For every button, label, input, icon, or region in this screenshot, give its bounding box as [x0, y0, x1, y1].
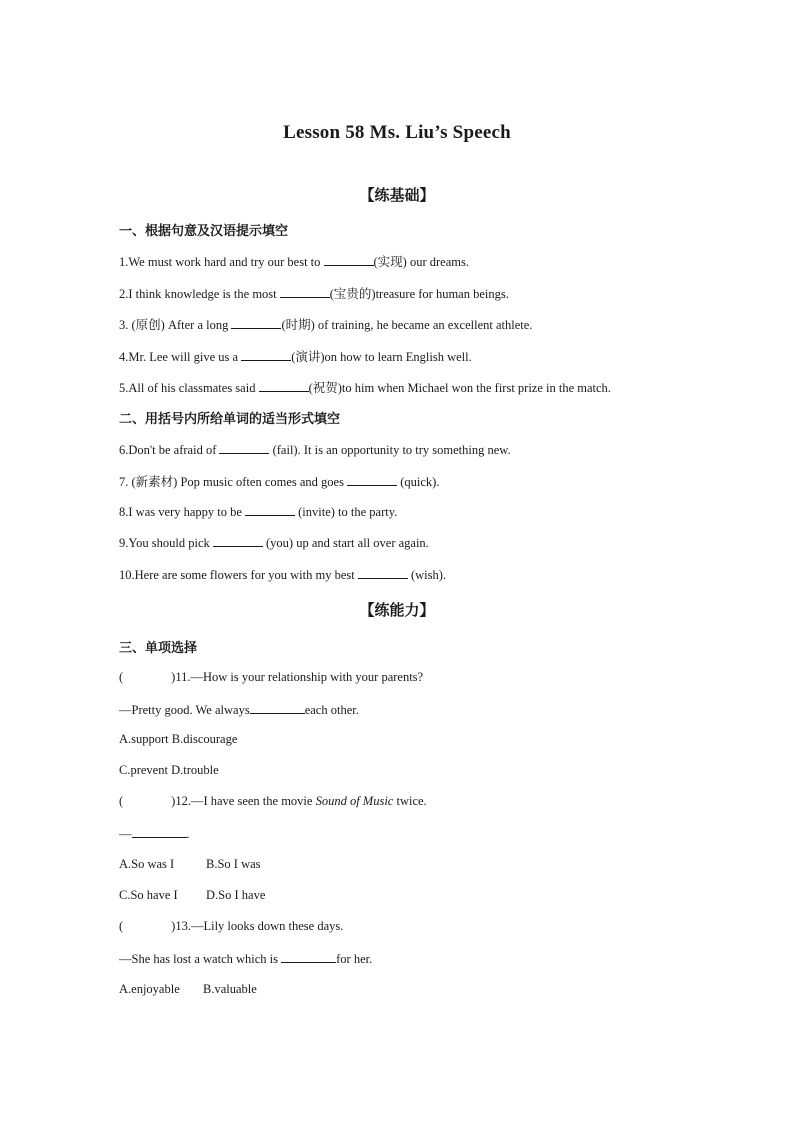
- q13-option-a[interactable]: A.enjoyable: [119, 982, 180, 996]
- q7-text-a: 7. (新素材) Pop music often comes and goes: [119, 475, 348, 489]
- q12-blank[interactable]: [132, 825, 187, 838]
- q12-reply-a: —: [119, 827, 132, 841]
- question-7: [119, 472, 439, 490]
- q2-blank[interactable]: [280, 285, 330, 298]
- question-9: [119, 534, 429, 551]
- q12-reply-b: .: [186, 827, 190, 841]
- q11-stem: )11.—How is your relationship with your parents?: [171, 670, 424, 684]
- q13-options-ab: [119, 982, 257, 997]
- q9-blank[interactable]: [213, 534, 263, 547]
- q12-answer-open: (: [119, 794, 124, 808]
- question-13: [119, 919, 343, 934]
- section2-heading: 二、用括号内所给单词的适当形式填空: [119, 411, 341, 426]
- q7-text-b: (quick).: [397, 475, 440, 489]
- q8-blank[interactable]: [245, 503, 295, 516]
- q12-option-b[interactable]: B.So I was: [206, 857, 261, 871]
- q13-option-b[interactable]: B.valuable: [203, 982, 257, 996]
- q12-options-cd: [119, 888, 265, 903]
- q4-text-b: (演讲)on how to learn English well.: [291, 350, 472, 364]
- question-10: [119, 566, 446, 583]
- q6-text-b: (fail). It is an opportunity to try something new.: [269, 443, 511, 457]
- q6-blank[interactable]: [219, 441, 269, 454]
- question-8: [119, 503, 397, 520]
- q11-reply-a: —Pretty good. We always: [119, 703, 250, 717]
- question-1: [119, 252, 469, 270]
- q2-text-a: 2.I think knowledge is the most: [119, 287, 280, 301]
- q11-blank[interactable]: [250, 701, 305, 714]
- q13-reply-b: for her.: [336, 952, 373, 966]
- q5-blank[interactable]: [259, 379, 309, 392]
- q6-text-a: 6.Don't be afraid of: [119, 443, 220, 457]
- q13-answer-open: (: [119, 919, 124, 933]
- q11-options-cd[interactable]: C.prevent D.trouble: [119, 763, 219, 777]
- question-11: [119, 670, 423, 685]
- q12-option-d[interactable]: D.So I have: [206, 888, 266, 902]
- question-12: [119, 794, 427, 809]
- q12-option-c[interactable]: C.So have I: [119, 888, 178, 902]
- q10-text-a: 10.Here are some flowers for you with my best: [119, 568, 358, 582]
- q5-text-a: 5.All of his classmates said: [119, 381, 259, 395]
- q13-reply: [119, 950, 372, 967]
- q7-blank[interactable]: [347, 473, 397, 486]
- q13-stem: )13.—Lily looks down these days.: [171, 919, 344, 933]
- q10-text-b: (wish).: [407, 568, 447, 582]
- q12-stem-b: twice.: [393, 794, 427, 808]
- section1-heading: 一、根据句意及汉语提示填空: [119, 223, 289, 238]
- q2-text-b: (宝贵的)treasure for human beings.: [329, 287, 509, 301]
- q9-text-b: (you) up and start all over again.: [262, 536, 429, 550]
- page-title: Lesson 58 Ms. Liu’s Speech: [283, 122, 511, 143]
- q12-reply: [119, 825, 190, 842]
- q1-text-a: 1.We must work hard and try our best to: [119, 255, 324, 269]
- question-2: [119, 284, 509, 302]
- q9-text-a: 9.You should pick: [119, 536, 213, 550]
- q3-text-a: 3. (原创) After a long: [119, 318, 232, 332]
- q3-blank[interactable]: [231, 316, 281, 329]
- question-4: [119, 347, 472, 365]
- q13-reply-a: —She has lost a watch which is: [119, 952, 282, 966]
- q1-blank[interactable]: [324, 253, 374, 266]
- q12-option-a[interactable]: A.So was I: [119, 857, 175, 871]
- q8-text-a: 8.I was very happy to be: [119, 505, 246, 519]
- part2-heading: 【练能力】: [359, 603, 435, 619]
- q8-text-b: (invite) to the party.: [295, 505, 398, 519]
- q1-text-b: (实现) our dreams.: [373, 255, 469, 269]
- q4-text-a: 4.Mr. Lee will give us a: [119, 350, 242, 364]
- q3-text-b: (时期) of training, he became an excellent athlete.: [281, 318, 533, 332]
- q10-blank[interactable]: [358, 566, 408, 579]
- q12-options-ab: [119, 857, 261, 872]
- q4-blank[interactable]: [241, 348, 291, 361]
- q12-movie-title: Sound of Music: [315, 794, 394, 808]
- section3-heading: 三、单项选择: [119, 640, 198, 655]
- question-3: [119, 315, 532, 333]
- q11-answer-open: (: [119, 670, 124, 684]
- question-5: [119, 378, 611, 396]
- q12-stem-a: )12.—I have seen the movie: [171, 794, 316, 808]
- q11-reply-b: each other.: [304, 703, 359, 717]
- q11-reply: [119, 701, 359, 718]
- question-6: [119, 441, 511, 458]
- q11-options-ab[interactable]: A.support B.discourage: [119, 732, 238, 746]
- part1-heading: 【练基础】: [359, 188, 435, 204]
- q13-blank[interactable]: [281, 950, 336, 963]
- q5-text-b: (祝贺)to him when Michael won the first prize in the match.: [308, 381, 611, 395]
